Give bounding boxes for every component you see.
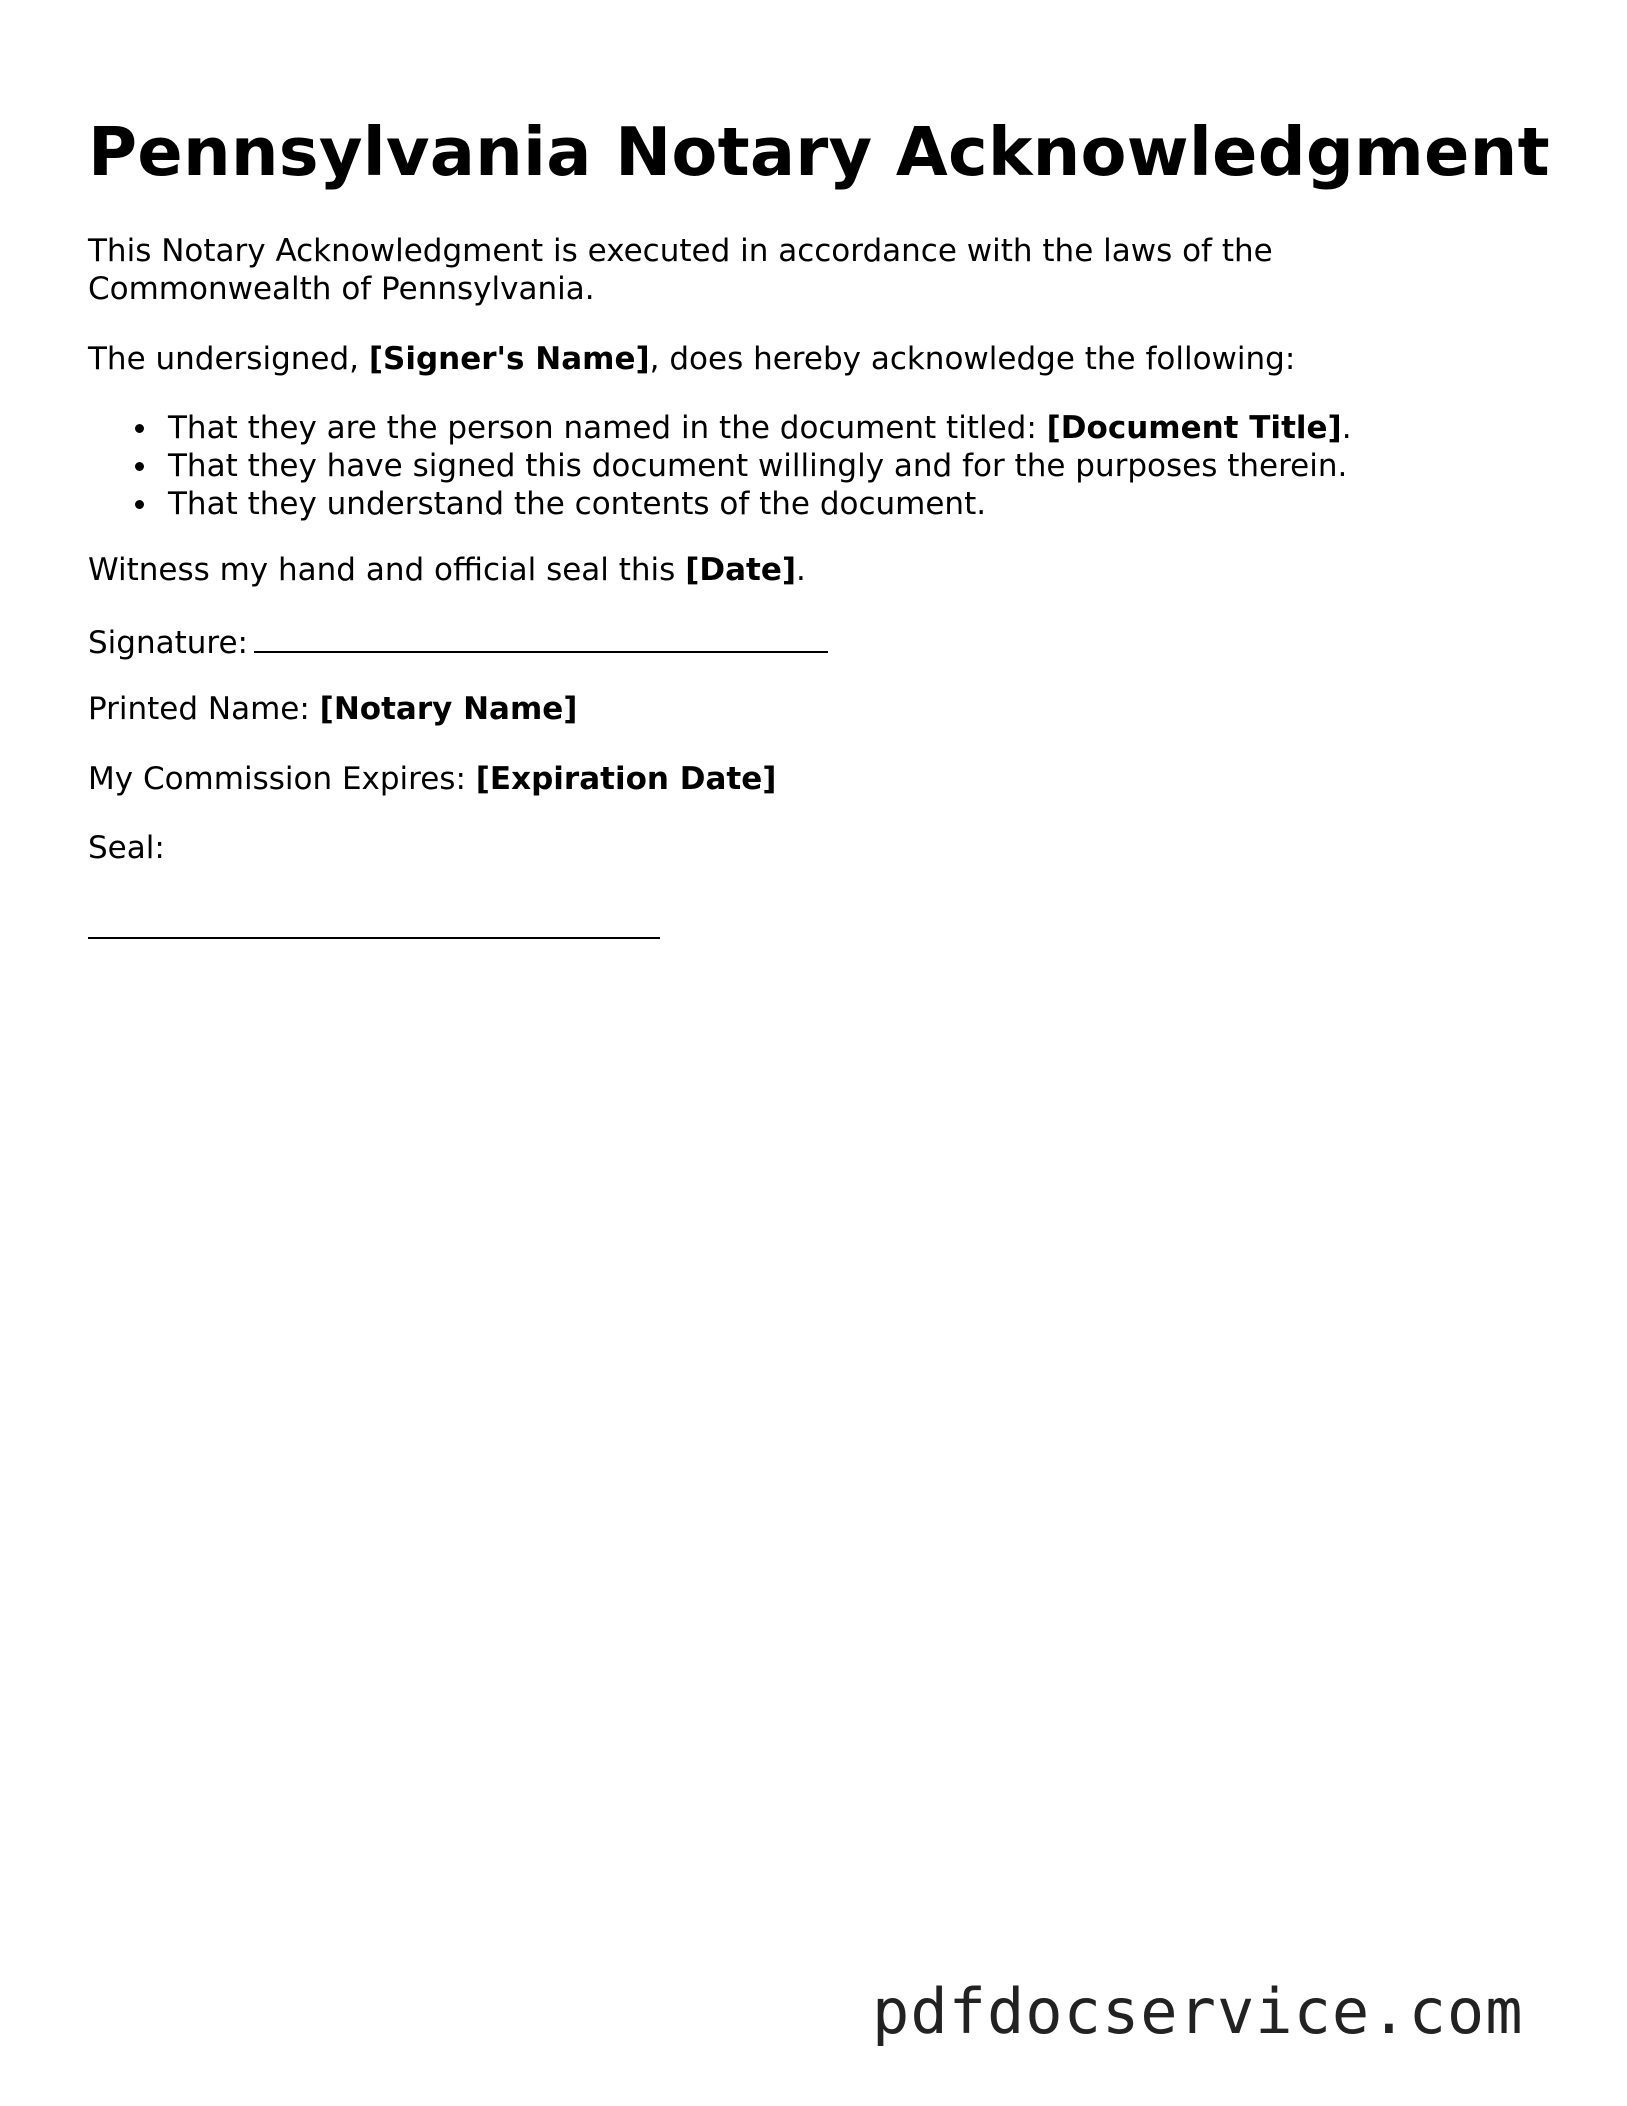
undersigned-suffix: , does hereby acknowledge the following: (649, 341, 1296, 377)
bullet-icon (135, 424, 144, 433)
document-title-placeholder: [Document Title] (1046, 410, 1342, 446)
undersigned-prefix: The undersigned, (88, 341, 369, 377)
signature-label: Signature: (88, 625, 248, 661)
list-item (168, 409, 1352, 447)
notary-name-placeholder: [Notary Name] (319, 691, 578, 727)
printed-name-row (88, 690, 577, 728)
undersigned-paragraph (88, 340, 1295, 378)
list-item (168, 447, 1352, 485)
commission-row (88, 760, 776, 798)
commission-label: My Commission Expires: (88, 761, 476, 797)
seal-label: Seal: (88, 830, 165, 866)
witness-suffix: . (796, 552, 806, 588)
list-item-suffix: . (1341, 410, 1352, 446)
list-item (168, 485, 1352, 523)
list-item-text: That they understand the contents of the document. (168, 486, 987, 522)
signer-name-placeholder: [Signer's Name] (368, 341, 650, 377)
watermark-text: pdfdocservice.com (872, 1975, 1524, 2048)
list-item-text: That they have signed this document willingly and for the purposes therein. (168, 448, 1348, 484)
list-item-text: That they are the person named in the document titled: (168, 410, 1047, 446)
document-title: Pennsylvania Notary Acknowledgment (88, 113, 1550, 191)
intro-line-2: Commonwealth of Pennsylvania. (88, 271, 595, 307)
printed-name-label: Printed Name: (88, 691, 320, 727)
intro-line-1: This Notary Acknowledgment is executed in accordance with the laws of the (88, 233, 1273, 269)
acknowledgment-list (88, 409, 1352, 523)
signature-line[interactable] (254, 621, 828, 653)
bullet-icon (135, 500, 144, 509)
date-placeholder: [Date] (685, 552, 797, 588)
expiration-date-placeholder: [Expiration Date] (475, 761, 777, 797)
witness-prefix: Witness my hand and official seal this (88, 552, 686, 588)
witness-paragraph (88, 551, 806, 589)
intro-paragraph (88, 232, 1273, 308)
signature-row (88, 621, 828, 662)
bullet-icon (135, 462, 144, 471)
seal-line[interactable] (88, 937, 660, 939)
